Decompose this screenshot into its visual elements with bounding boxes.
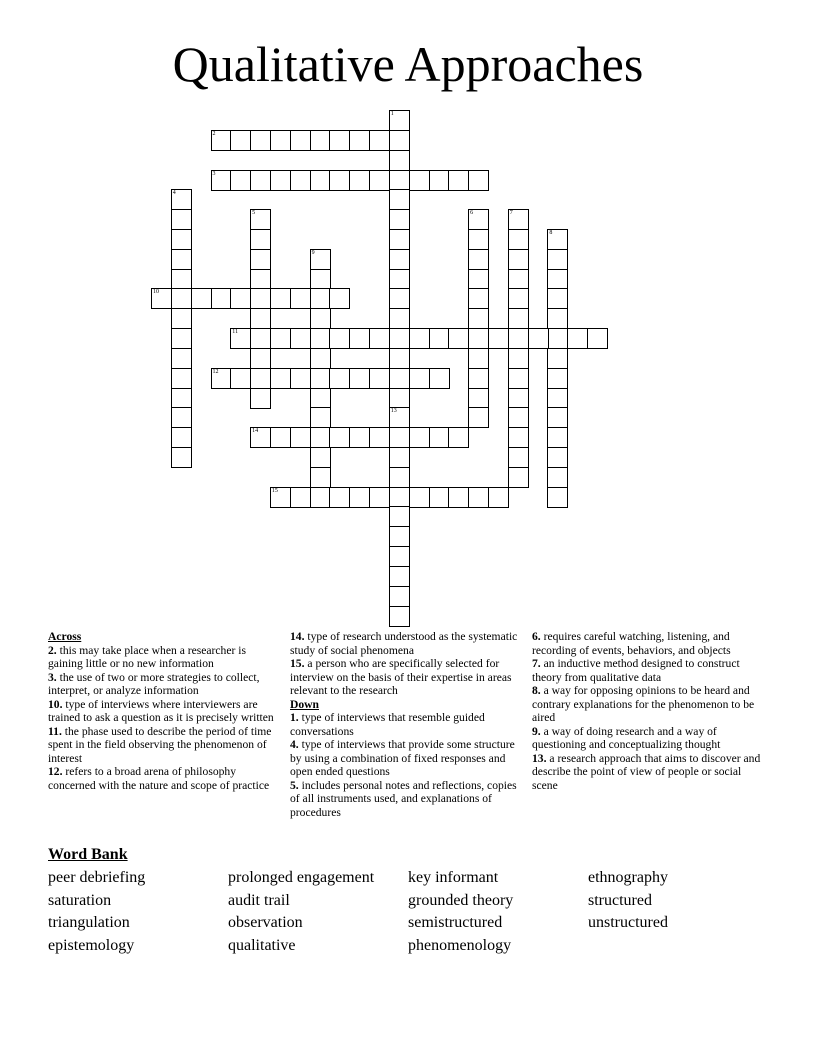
grid-cell[interactable] (448, 328, 469, 349)
grid-cell[interactable] (389, 209, 410, 230)
clue-down-13: 13. a research approach that aims to discover and describe the point of view of people or social scene (532, 751, 761, 792)
grid-cell[interactable] (329, 288, 350, 309)
grid-cell[interactable] (429, 170, 450, 191)
grid-cell[interactable] (211, 288, 232, 309)
grid-cell[interactable] (547, 388, 568, 409)
grid-clue-number: 11 (232, 329, 239, 335)
grid-cell[interactable] (250, 209, 271, 230)
grid-cell[interactable] (448, 170, 469, 191)
grid-cell[interactable] (171, 427, 192, 448)
word-bank-item: triangulation (48, 914, 130, 932)
grid-cell[interactable] (290, 130, 311, 151)
grid-clue-number: 14 (252, 428, 259, 435)
grid-cell[interactable] (389, 388, 410, 409)
grid-cell[interactable] (409, 427, 430, 448)
grid-cell[interactable] (547, 269, 568, 290)
grid-cell[interactable] (508, 229, 529, 250)
word-bank-item: qualitative (228, 937, 296, 955)
grid-cell[interactable] (250, 170, 271, 191)
grid-clue-number: 10 (153, 289, 159, 296)
clue-across-15: 15. a person who are specifically selected for interview on the basis of their expertise in areas relevant to the research (290, 657, 512, 697)
grid-cell[interactable] (389, 170, 410, 191)
word-bank-item: audit trail (228, 891, 290, 909)
grid-cell[interactable] (310, 467, 331, 488)
grid-cell[interactable] (171, 249, 192, 270)
grid-cell[interactable] (329, 170, 350, 191)
word-bank-column-2 (228, 867, 374, 958)
grid-cell[interactable] (270, 328, 291, 349)
grid-cell[interactable] (508, 288, 529, 309)
grid-clue-number: 13 (390, 408, 397, 415)
grid-cell[interactable] (171, 348, 192, 369)
grid-cell[interactable] (230, 368, 251, 389)
grid-cell[interactable] (171, 209, 192, 230)
grid-cell[interactable] (508, 467, 529, 488)
grid-clue-number: 8 (549, 229, 553, 236)
grid-cell[interactable] (468, 348, 489, 369)
grid-cell[interactable] (250, 308, 271, 329)
grid-cell[interactable] (270, 288, 291, 309)
grid-cell[interactable] (310, 447, 331, 468)
word-bank-title: Word Bank (48, 846, 128, 863)
grid-cell[interactable] (310, 487, 331, 508)
grid-cell[interactable] (369, 130, 390, 151)
clues-column-2 (290, 630, 522, 819)
grid-cell[interactable] (468, 308, 489, 329)
grid-cell[interactable] (547, 427, 568, 448)
grid-clue-number: 1 (390, 111, 394, 117)
grid-cell[interactable] (389, 249, 410, 270)
grid-cell[interactable] (389, 467, 410, 488)
grid-cell[interactable] (250, 288, 271, 309)
grid-clue-number: 5 (252, 210, 256, 217)
grid-cell[interactable] (290, 427, 311, 448)
grid-cell[interactable] (329, 368, 350, 389)
grid-cell[interactable] (329, 487, 350, 508)
grid-cell[interactable] (250, 328, 271, 349)
grid-cell[interactable] (389, 288, 410, 309)
grid-cell[interactable] (270, 368, 291, 389)
grid-cell[interactable] (389, 110, 410, 131)
grid-cell[interactable] (310, 348, 331, 369)
grid-cell[interactable] (290, 170, 311, 191)
clue-down-7: 7. an inductive method designed to construct theory from qualitative data (532, 657, 740, 684)
grid-cell[interactable] (250, 229, 271, 250)
grid-cell[interactable] (547, 467, 568, 488)
grid-cell[interactable] (409, 328, 430, 349)
grid-cell[interactable] (171, 308, 192, 329)
grid-cell[interactable] (171, 269, 192, 290)
grid-cell[interactable] (171, 229, 192, 250)
grid-cell[interactable] (349, 427, 370, 448)
grid-cell[interactable] (468, 209, 489, 230)
grid-cell[interactable] (389, 348, 410, 369)
clue-across-12: 12. refers to a broad arena of philosophy concerned with the nature and scope of practice (48, 765, 270, 792)
word-bank-item: ethnography (588, 869, 668, 886)
grid-cell[interactable] (468, 269, 489, 290)
grid-cell[interactable] (508, 249, 529, 270)
grid-cell[interactable] (389, 368, 410, 389)
word-bank-item: peer debriefing (48, 869, 146, 886)
grid-cell[interactable] (389, 506, 410, 527)
grid-cell[interactable] (369, 368, 390, 389)
grid-cell[interactable] (389, 229, 410, 250)
grid-cell[interactable] (211, 368, 232, 389)
grid-cell[interactable] (508, 388, 529, 409)
grid-cell[interactable] (429, 487, 450, 508)
grid-cell[interactable] (389, 308, 410, 329)
grid-cell[interactable] (369, 427, 390, 448)
grid-cell[interactable] (211, 170, 232, 191)
grid-clue-number: 7 (509, 210, 513, 217)
grid-cell[interactable] (547, 328, 568, 349)
word-bank-column-4 (588, 867, 668, 935)
grid-cell[interactable] (349, 328, 370, 349)
grid-cell[interactable] (389, 526, 410, 547)
grid-cell[interactable] (547, 368, 568, 389)
grid-cell[interactable] (409, 170, 430, 191)
grid-cell[interactable] (171, 388, 192, 409)
grid-cell[interactable] (528, 328, 549, 349)
grid-cell[interactable] (468, 328, 489, 349)
grid-cell[interactable] (329, 328, 350, 349)
word-bank-column-3 (408, 867, 513, 958)
grid-cell[interactable] (409, 368, 430, 389)
grid-cell[interactable] (448, 427, 469, 448)
grid-cell[interactable] (310, 388, 331, 409)
grid-cell[interactable] (508, 368, 529, 389)
grid-cell[interactable] (389, 407, 410, 428)
grid-cell[interactable] (310, 130, 331, 151)
grid-cell[interactable] (508, 427, 529, 448)
grid-cell[interactable] (230, 288, 251, 309)
clue-across-3: 3. the use of two or more strategies to collect, interpret, or analyze information (48, 670, 260, 697)
grid-cell[interactable] (369, 170, 390, 191)
page-title: Qualitative Approaches (172, 36, 644, 92)
grid-cell[interactable] (250, 130, 271, 151)
grid-clue-number: 3 (212, 170, 216, 177)
grid-cell[interactable] (508, 209, 529, 230)
grid-cell[interactable] (488, 328, 509, 349)
grid-cell[interactable] (547, 308, 568, 329)
clue-down-4: 4. type of interviews that provide some structure by using a combination of fixed responses and open ended questions (290, 738, 515, 778)
word-bank-item: grounded theory (408, 891, 514, 909)
grid-clue-number: 15 (271, 487, 278, 494)
grid-cell[interactable] (310, 368, 331, 389)
grid-cell[interactable] (468, 170, 489, 191)
grid-cell[interactable] (171, 447, 192, 468)
grid-cell[interactable] (250, 427, 271, 448)
grid-cell[interactable] (310, 170, 331, 191)
grid-cell[interactable] (508, 328, 529, 349)
grid-cell[interactable] (389, 546, 410, 567)
word-bank-item: semistructured (408, 914, 503, 932)
grid-cell[interactable] (290, 328, 311, 349)
clues-column-3 (532, 630, 764, 792)
grid-cell[interactable] (389, 328, 410, 349)
grid-cell[interactable] (310, 407, 331, 428)
clue-down-9: 9. a way of doing research and a way of questioning and conceptualizing thought (532, 724, 721, 751)
grid-cell[interactable] (547, 487, 568, 508)
grid-cell[interactable] (488, 487, 509, 508)
grid-cell[interactable] (329, 130, 350, 151)
grid-cell[interactable] (171, 368, 192, 389)
grid-cell[interactable] (349, 487, 370, 508)
grid-cell[interactable] (547, 288, 568, 309)
grid-clue-number: 4 (172, 190, 176, 197)
grid-cell[interactable] (429, 368, 450, 389)
grid-cell[interactable] (171, 328, 192, 349)
grid-cell[interactable] (310, 288, 331, 309)
clue-across-11: 11. the phase used to describe the period of time spent in the field observing the phenomenon of interest (48, 724, 272, 765)
word-bank-column-1 (48, 867, 145, 958)
grid-cell[interactable] (389, 566, 410, 587)
grid-cell[interactable] (230, 170, 251, 191)
grid-clue-number: 2 (212, 130, 216, 137)
word-bank-item: unstructured (588, 914, 668, 932)
grid-cell[interactable] (389, 150, 410, 171)
grid-cell[interactable] (468, 288, 489, 309)
grid-cell[interactable] (389, 427, 410, 448)
grid-cell[interactable] (290, 368, 311, 389)
grid-cell[interactable] (171, 189, 192, 210)
grid-cell[interactable] (250, 249, 271, 270)
grid-cell[interactable] (508, 447, 529, 468)
grid-cell[interactable] (508, 407, 529, 428)
grid-cell[interactable] (389, 586, 410, 607)
down-header: Down (290, 697, 319, 711)
grid-cell[interactable] (310, 328, 331, 349)
grid-cell[interactable] (250, 269, 271, 290)
grid-cell[interactable] (349, 170, 370, 191)
word-bank-item: saturation (48, 891, 112, 909)
grid-cell[interactable] (547, 447, 568, 468)
grid-cell[interactable] (547, 249, 568, 270)
grid-cell[interactable] (270, 130, 291, 151)
clue-across-10: 10. type of interviews where interviewers are trained to ask a question as it is precisely written (48, 697, 274, 724)
grid-cell[interactable] (310, 308, 331, 329)
grid-cell[interactable] (508, 348, 529, 369)
word-bank-item: epistemology (48, 937, 135, 955)
grid-cell[interactable] (508, 269, 529, 290)
grid-cell[interactable] (369, 328, 390, 349)
grid-cell[interactable] (468, 388, 489, 409)
word-bank-item: structured (588, 891, 652, 909)
grid-cell[interactable] (349, 368, 370, 389)
grid-cell[interactable] (389, 606, 410, 627)
grid-cell[interactable] (389, 269, 410, 290)
grid-cell[interactable] (230, 328, 251, 349)
grid-cell[interactable] (468, 487, 489, 508)
grid-cell[interactable] (468, 368, 489, 389)
grid-cell[interactable] (349, 130, 370, 151)
clues-column-1 (48, 630, 278, 792)
grid-cell[interactable] (448, 487, 469, 508)
grid-cell[interactable] (211, 130, 232, 151)
grid-cell[interactable] (468, 249, 489, 270)
grid-cell[interactable] (191, 288, 212, 309)
grid-cell[interactable] (389, 447, 410, 468)
grid-cell[interactable] (270, 170, 291, 191)
grid-cell[interactable] (508, 308, 529, 329)
grid-clue-number: 6 (470, 210, 474, 217)
grid-cell[interactable] (587, 328, 608, 349)
grid-cell[interactable] (310, 427, 331, 448)
word-bank-item: key informant (408, 869, 499, 886)
grid-cell[interactable] (389, 189, 410, 210)
grid-clue-number: 9 (311, 249, 315, 256)
word-bank-item: prolonged engagement (228, 869, 375, 886)
grid-cell[interactable] (310, 269, 331, 290)
grid-clue-number: 12 (212, 368, 219, 375)
grid-cell[interactable] (547, 407, 568, 428)
grid-cell[interactable] (547, 229, 568, 250)
across-header: Across (48, 630, 82, 643)
clue-across-2: 2. this may take place when a researcher is gaining little or no new information (48, 643, 246, 670)
grid-cell[interactable] (429, 427, 450, 448)
grid-cell[interactable] (290, 487, 311, 508)
grid-cell[interactable] (547, 348, 568, 369)
grid-cell[interactable] (468, 229, 489, 250)
word-bank-item: observation (228, 914, 303, 932)
grid-cell[interactable] (250, 388, 271, 409)
grid-cell[interactable] (171, 407, 192, 428)
word-bank-item: phenomenology (408, 937, 512, 955)
clue-down-8: 8. a way for opposing opinions to be heard and contrary explanations for the phenomenon to be aired (532, 684, 755, 724)
grid-cell[interactable] (329, 427, 350, 448)
grid-cell[interactable] (270, 487, 291, 508)
grid-cell[interactable] (429, 328, 450, 349)
clue-across-14: 14. type of research understood as the systematic study of social phenomena (290, 630, 518, 657)
clue-down-1: 1. type of interviews that resemble guided conversations (290, 711, 485, 738)
grid-cell[interactable] (567, 328, 588, 349)
clue-down-6: 6. requires careful watching, listening, and recording of events, behaviors, and objects (532, 630, 731, 657)
grid-cell[interactable] (369, 487, 390, 508)
grid-cell[interactable] (310, 249, 331, 270)
grid-cell[interactable] (389, 130, 410, 151)
grid-cell[interactable] (151, 288, 172, 309)
grid-cell[interactable] (468, 407, 489, 428)
grid-cell[interactable] (389, 487, 410, 508)
grid-cell[interactable] (270, 427, 291, 448)
grid-cell[interactable] (230, 130, 251, 151)
grid-cell[interactable] (409, 487, 430, 508)
grid-cell[interactable] (171, 288, 192, 309)
grid-cell[interactable] (290, 288, 311, 309)
grid-cell[interactable] (250, 348, 271, 369)
clue-down-5: 5. includes personal notes and reflections, copies of all instruments used, and explanations of procedures (290, 778, 517, 819)
grid-cell[interactable] (250, 368, 271, 389)
